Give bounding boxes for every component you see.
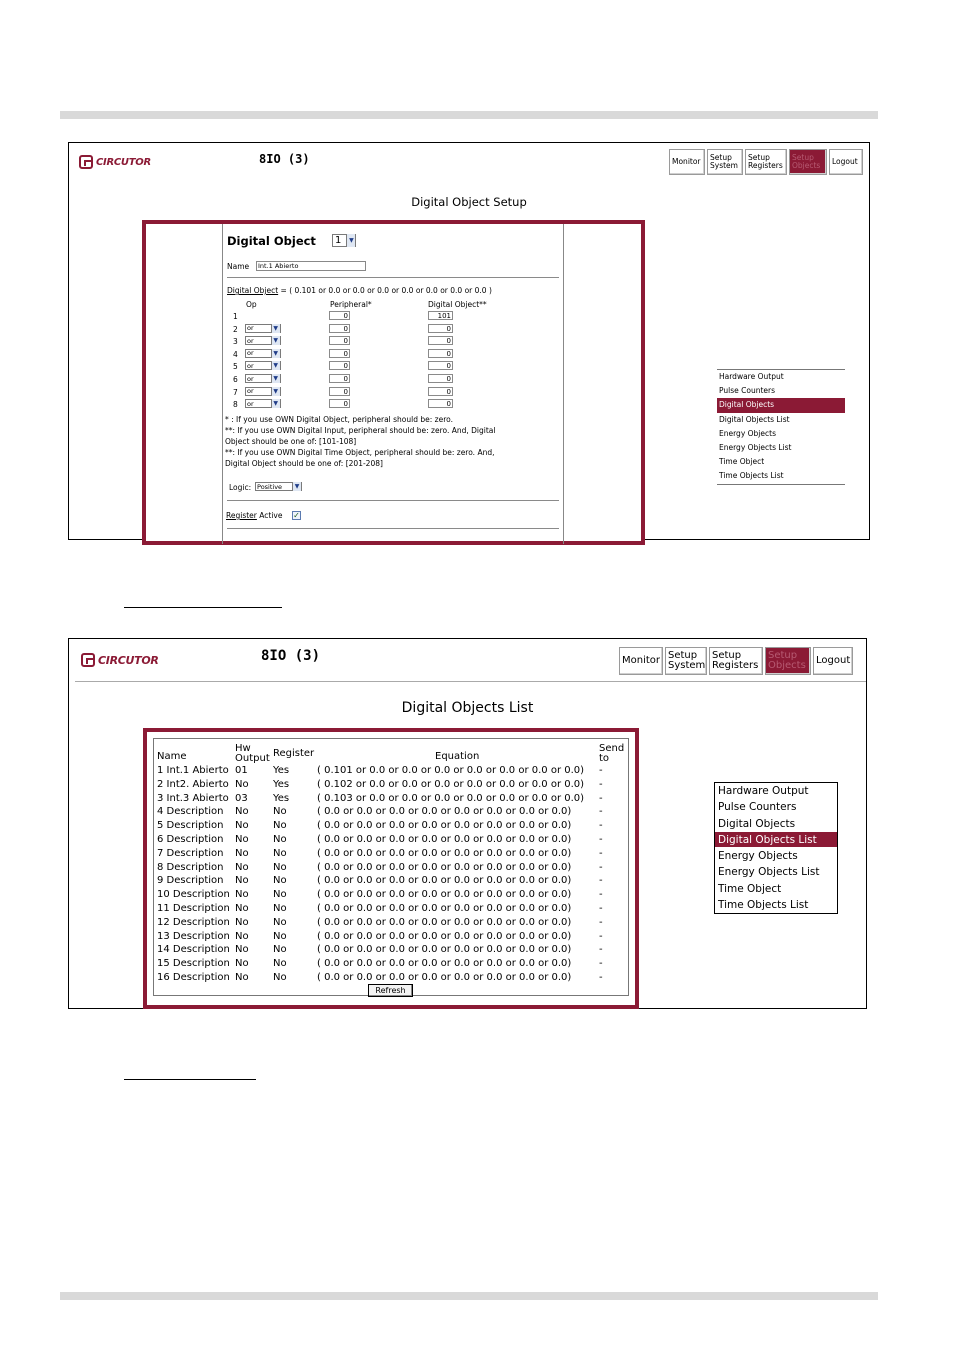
list-frame [143,728,639,1009]
logic-select-value: Positive [257,482,283,491]
cell-equation: ( 0.0 or 0.0 or 0.0 or 0.0 or 0.0 or 0.0 or 0.0 or 0.0) [317,930,572,942]
cell-send: - [599,847,603,859]
table-row [157,793,627,807]
device-title: 8IO (3) [259,152,310,166]
list-table-box [153,738,629,996]
chevron-down-icon: ▼ [271,361,280,370]
menu-item-hardware-output[interactable]: Hardware Output [715,783,837,799]
cell-send: - [599,889,603,901]
note-1: * : If you use OWN Digital Object, peripheral should be: zero. [225,415,453,424]
digital-objects-table [157,739,627,995]
digital-object-input[interactable]: 101 [428,311,453,320]
cell-send: - [599,820,603,832]
nav-setup-objects-button[interactable]: Setup Objects [789,149,827,175]
op-select[interactable] [245,349,281,358]
table-row [157,779,627,793]
cell-name: 5 Description [157,820,224,832]
row-number: 1 [233,312,238,321]
op-select[interactable] [245,387,281,396]
cell-register: No [273,930,287,942]
cell-equation: ( 0.0 or 0.0 or 0.0 or 0.0 or 0.0 or 0.0 or 0.0 or 0.0) [317,958,572,970]
digital-object-input[interactable]: 0 [428,387,453,396]
table-row [157,820,627,834]
cell-send: - [599,958,603,970]
cell-register: No [273,944,287,956]
cell-send: - [599,792,603,804]
menu-item-hardware-output[interactable]: Hardware Output [719,372,784,381]
equation-row [227,286,492,295]
top-navigation [669,149,863,175]
cell-equation: ( 0.102 or 0.0 or 0.0 or 0.0 or 0.0 or 0.0 or 0.0 or 0.0) [317,778,585,790]
cell-equation: ( 0.0 or 0.0 or 0.0 or 0.0 or 0.0 or 0.0 or 0.0 or 0.0) [317,834,572,845]
menu-item-digital-objects-list[interactable]: Digital Objects List [715,832,837,848]
equation-text: = ( 0.101 or 0.0 or 0.0 or 0.0 or 0.0 or 0.0 or 0.0 or 0.0 ) [280,286,492,295]
circutor-logo-icon [81,653,95,667]
objects-menu [714,782,838,914]
row-number: 5 [233,362,238,372]
brand-name: CIRCUTOR [96,156,151,168]
cell-name: 7 Description [157,847,224,859]
object-select-value: 1 [335,235,342,246]
cell-name: 12 Description [157,916,230,928]
header-equation: Equation [435,751,480,762]
cell-name: 9 Description [157,875,224,887]
nav-setup-system-button[interactable]: Setup System [707,149,743,175]
note-2a: **: If you use OWN Digital Input, peripheral should be: zero. And, Digital [225,426,496,435]
op-select[interactable] [245,361,281,370]
op-select-value: or [247,349,254,358]
cell-hw: No [235,958,249,970]
header-separator [75,681,866,682]
cell-register: No [273,889,287,901]
circutor-logo [79,155,151,169]
cell-name: 10 Description [157,889,230,901]
register-active-row [226,511,282,520]
caption-underline [124,1079,256,1080]
circutor-logo [81,653,159,667]
digital-object-input[interactable]: 0 [428,399,453,408]
cell-register: No [273,972,287,983]
op-select-value: or [247,399,254,408]
frame-divider-left [222,224,223,544]
page-title: Digital Objects List [401,700,534,716]
cell-send: - [599,806,603,818]
cell-equation: ( 0.0 or 0.0 or 0.0 or 0.0 or 0.0 or 0.0 or 0.0 or 0.0) [317,944,572,956]
nav-setup-registers-button[interactable]: Setup Registers [745,149,787,175]
cell-name: 8 Description [157,861,224,873]
op-select-value: or [247,387,254,396]
cell-hw: No [235,847,249,859]
cell-equation: ( 0.0 or 0.0 or 0.0 or 0.0 or 0.0 or 0.0 or 0.0 or 0.0) [317,847,572,859]
cell-name: 15 Description [157,958,230,970]
cell-hw: No [235,875,249,887]
digital-object-input[interactable]: 0 [428,361,453,370]
table-row [157,765,627,779]
separator [227,528,559,529]
digital-objects-list-screenshot [68,638,867,1009]
cell-hw: No [235,972,249,983]
op-select[interactable] [245,399,281,408]
peripheral-input[interactable]: 0 [329,336,350,345]
circutor-logo-icon [79,155,93,169]
cell-register: No [273,958,287,970]
menu-item-energy-objects[interactable]: Energy Objects [715,848,837,864]
header-hw: Hw [235,743,251,754]
row-number: 8 [233,400,238,410]
table-row [157,958,627,972]
cell-hw: No [235,903,249,914]
cell-hw: No [235,861,249,873]
menu-item-energy-objects-list[interactable]: Energy Objects List [715,864,837,880]
cell-send: - [599,944,603,956]
table-row [157,875,627,889]
register-label: Register [226,511,257,520]
cell-name: 3 Int.3 Abierto [157,792,229,804]
op-select-value: or [247,336,254,345]
col-peripheral: Peripheral* [330,300,372,309]
cell-send: - [599,778,603,790]
cell-name: 2 Int2. Abierto [157,778,229,790]
logic-select[interactable] [255,482,302,491]
cell-hw: No [235,806,249,818]
op-select[interactable] [245,324,281,333]
note-3a: **: If you use OWN Digital Time Object, peripheral should be: zero. And, [225,448,495,457]
peripheral-input[interactable]: 0 [329,374,350,383]
separator [227,277,559,278]
device-title: 8IO (3) [261,648,321,664]
frame-divider-right [563,224,564,544]
chevron-down-icon: ▼ [271,374,280,383]
cell-equation: ( 0.0 or 0.0 or 0.0 or 0.0 or 0.0 or 0.0 or 0.0 or 0.0) [317,903,572,914]
table-row [157,834,627,848]
logic-label: Logic: [229,483,252,492]
cell-register: No [273,806,287,818]
cell-hw: No [235,944,249,956]
cell-hw: No [235,930,249,942]
cell-send: - [599,903,603,914]
nav-monitor-button[interactable]: Monitor [619,647,663,675]
cell-hw: No [235,778,249,790]
cell-register: No [273,916,287,928]
cell-name: 1 Int.1 Abierto [157,765,229,776]
menu-item-energy-objects-list[interactable]: Energy Objects List [719,442,792,452]
menu-item-pulse-counters[interactable]: Pulse Counters [715,799,837,815]
cell-register: No [273,820,287,832]
cell-equation: ( 0.0 or 0.0 or 0.0 or 0.0 or 0.0 or 0.0 or 0.0 or 0.0) [317,820,572,832]
cell-equation: ( 0.103 or 0.0 or 0.0 or 0.0 or 0.0 or 0.0 or 0.0 or 0.0) [317,792,585,804]
menu-item-digital-objects[interactable]: Digital Objects [717,398,845,412]
page-title: Digital Object Setup [411,195,527,209]
header-to: to [599,753,610,764]
cell-hw: 03 [235,792,248,804]
cell-register: Yes [273,765,290,776]
digital-object-input[interactable]: 0 [428,336,453,345]
note-3b: Digital Object should be one of: [201-208] [225,459,383,468]
name-input[interactable] [256,261,366,271]
table-row [157,903,627,917]
digital-object-input[interactable]: 0 [428,374,453,383]
chevron-down-icon: ▼ [271,349,280,358]
menu-bottom-line [717,484,845,485]
refresh-button[interactable]: Refresh [368,984,413,997]
cell-hw: No [235,889,249,901]
table-row [157,944,627,958]
cell-hw: 01 [235,765,248,776]
op-select[interactable] [245,336,281,345]
chevron-down-icon: ▼ [271,399,280,408]
cell-equation: ( 0.0 or 0.0 or 0.0 or 0.0 or 0.0 or 0.0 or 0.0 or 0.0) [317,806,572,818]
menu-item-time-object[interactable]: Time Object [715,881,837,897]
cell-register: No [273,903,287,914]
nav-setup-objects-button[interactable]: Setup Objects [765,647,811,675]
peripheral-input[interactable]: 0 [329,324,350,333]
objects-menu [717,369,845,485]
col-op: Op [246,300,257,309]
object-select[interactable] [332,234,356,247]
cell-hw: No [235,834,249,845]
nav-setup-system-button[interactable]: Setup System [665,647,707,675]
cell-send: - [599,875,603,887]
row-number: 3 [233,337,238,347]
table-row [157,862,627,876]
cell-send: - [599,916,603,928]
col-digital-object: Digital Object** [428,300,487,309]
cell-name: 11 Description [157,903,230,914]
document-header-bar [60,111,878,119]
table-row [157,917,627,931]
nav-logout-button[interactable]: Logout [829,149,863,175]
peripheral-input[interactable]: 0 [329,387,350,396]
peripheral-input[interactable]: 0 [329,361,350,370]
header-register: Register [273,748,315,759]
cell-hw: No [235,820,249,832]
table-row [157,889,627,903]
note-2b: Object should be one of: [101-108] [225,437,357,446]
top-navigation [619,647,853,675]
cell-name: 16 Description [157,972,230,983]
cell-equation: ( 0.0 or 0.0 or 0.0 or 0.0 or 0.0 or 0.0 or 0.0 or 0.0) [317,889,572,901]
peripheral-input[interactable]: 0 [329,399,350,408]
cell-name: 14 Description [157,944,230,956]
menu-item-energy-objects[interactable]: Energy Objects [719,428,776,438]
header-name: Name [157,751,187,762]
cell-equation: ( 0.0 or 0.0 or 0.0 or 0.0 or 0.0 or 0.0 or 0.0 or 0.0) [317,916,572,928]
header-send: Send [599,743,625,754]
cell-send: - [599,972,603,983]
cell-send: - [599,930,603,942]
menu-item-digital-objects[interactable]: Digital Objects [715,816,837,832]
menu-item-pulse-counters[interactable]: Pulse Counters [719,386,776,396]
chevron-down-icon: ▼ [271,387,280,396]
cell-equation: ( 0.0 or 0.0 or 0.0 or 0.0 or 0.0 or 0.0 or 0.0 or 0.0) [317,875,572,887]
menu-item-time-object[interactable]: Time Object [719,457,765,467]
row-number: 6 [233,375,238,384]
digital-object-input[interactable]: 0 [428,324,453,333]
peripheral-input[interactable]: 0 [329,311,350,320]
cell-name: 13 Description [157,930,230,942]
brand-name: CIRCUTOR [98,653,159,667]
separator [227,500,559,501]
digital-object-setup-screenshot [68,142,870,540]
setup-form-frame [142,220,645,545]
table-row [157,806,627,820]
cell-register: Yes [273,792,290,804]
register-active-checkbox[interactable]: ✓ [293,511,300,520]
cell-register: No [273,861,287,873]
table-row [157,848,627,862]
nav-logout-button[interactable]: Logout [813,647,853,675]
cell-hw: No [235,916,249,928]
cell-send: - [599,834,603,845]
op-select-value: or [247,361,254,370]
cell-register: No [273,847,287,859]
cell-name: 6 Description [157,834,224,845]
cell-equation: ( 0.101 or 0.0 or 0.0 or 0.0 or 0.0 or 0.0 or 0.0 or 0.0) [317,765,585,776]
chevron-down-icon: ▼ [292,482,301,491]
menu-item-digital-objects-list[interactable]: Digital Objects List [719,414,790,424]
notes [225,414,495,469]
chevron-down-icon: ▼ [271,336,280,345]
form-heading: Digital Object [227,234,316,248]
cell-equation: ( 0.0 or 0.0 or 0.0 or 0.0 or 0.0 or 0.0 or 0.0 or 0.0) [317,972,572,983]
document-footer-bar [60,1292,878,1300]
nav-monitor-button[interactable]: Monitor [669,149,705,175]
caption-underline [124,607,282,608]
cell-register: No [273,875,287,887]
cell-send: - [599,765,603,776]
row-number: 7 [233,387,238,397]
row-number: 2 [233,324,238,334]
table-row [157,931,627,945]
chevron-down-icon: ▼ [346,234,355,247]
header-output: Output [235,753,270,764]
op-select[interactable] [245,374,281,383]
nav-setup-registers-button[interactable]: Setup Registers [709,647,763,675]
cell-register: No [273,834,287,845]
name-label: Name [227,262,250,271]
menu-item-time-objects-list[interactable]: Time Objects List [715,897,837,913]
cell-send: - [599,861,603,873]
peripheral-input[interactable]: 0 [329,349,350,358]
cell-register: Yes [273,778,290,790]
op-select-value: or [247,324,254,333]
op-select-value: or [247,374,254,383]
active-label: Active [259,511,283,520]
cell-equation: ( 0.0 or 0.0 or 0.0 or 0.0 or 0.0 or 0.0 or 0.0 or 0.0) [317,861,572,873]
chevron-down-icon: ▼ [271,324,280,333]
menu-item-time-objects-list[interactable]: Time Objects List [719,471,784,481]
row-number: 4 [233,349,238,359]
cell-name: 4 Description [157,806,224,818]
digital-object-input[interactable]: 0 [428,349,453,358]
equation-label: Digital Object [227,286,279,295]
